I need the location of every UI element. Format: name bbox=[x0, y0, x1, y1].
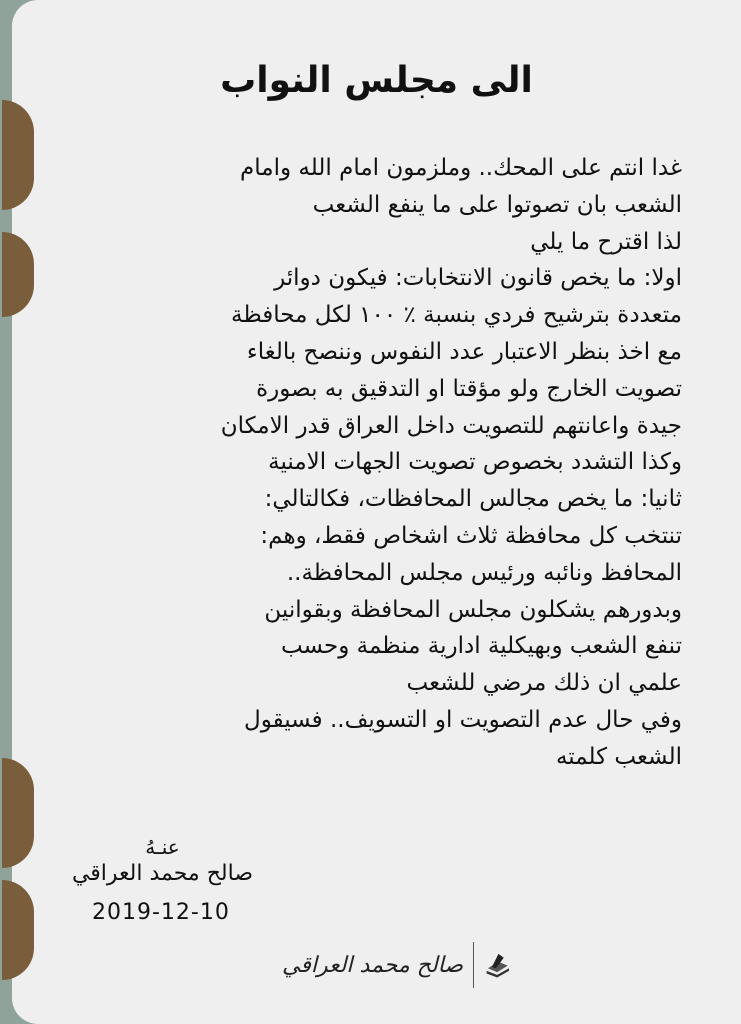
side-tab bbox=[2, 100, 34, 210]
side-tab bbox=[2, 232, 34, 317]
side-tab bbox=[2, 880, 34, 980]
body-line: الشعب بان تصوتوا على ما ينفع الشعب bbox=[312, 191, 682, 218]
body-line: وكذا التشدد بخصوص تصويت الجهات الامنية bbox=[268, 449, 682, 476]
logo-divider bbox=[473, 942, 474, 988]
document-title: الى مجلس النواب bbox=[220, 60, 533, 101]
side-tab bbox=[2, 758, 34, 868]
book-icon bbox=[484, 944, 512, 986]
body-line: تنتخب كل محافظة ثلاث اشخاص فقط، وهم: bbox=[260, 522, 682, 549]
body-line: جيدة واعانتهم للتصويت داخل العراق قدر الامكان bbox=[220, 412, 682, 439]
letter-body bbox=[122, 150, 682, 776]
document-date: 2019-12-10 bbox=[92, 900, 230, 925]
body-line: المحافظ ونائبه ورئيس مجلس المحافظة.. bbox=[286, 559, 682, 586]
body-line: تنفع الشعب وبهيكلية ادارية منظمة وحسب bbox=[280, 633, 682, 660]
body-line: تصويت الخارج ولو مؤقتا او التدقيق به بصورة bbox=[256, 375, 682, 402]
body-line: متعددة بترشيح فردي بنسبة ٪ ١٠٠ لكل محافظة bbox=[231, 302, 682, 329]
logo-calligraphy: صالح محمد العراقي bbox=[282, 952, 464, 978]
body-line: اولا: ما يخص قانون الانتخابات: فيكون دوائر bbox=[274, 265, 682, 292]
author-logo bbox=[282, 935, 512, 995]
body-line: ثانيا: ما يخص مجالس المحافظات، فكالتالي: bbox=[264, 486, 682, 513]
body-line: وفي حال عدم التصويت او التسويف.. فسيقول bbox=[243, 706, 682, 733]
body-line: وبدورهم يشكلون مجلس المحافظة وبقوانين bbox=[264, 596, 682, 623]
signature-block bbox=[72, 835, 253, 886]
body-line: الشعب كلمته bbox=[555, 743, 682, 770]
document-card bbox=[12, 0, 741, 1024]
body-line: مع اخذ بنظر الاعتبار عدد النفوس وننصح بالغاء bbox=[246, 338, 682, 365]
signature-prefix: عنـهُ bbox=[145, 835, 180, 859]
body-line: غدا انتم على المحك.. وملزمون امام الله وامام bbox=[240, 155, 682, 181]
body-line: لذا اقترح ما يلي bbox=[530, 228, 682, 255]
signature-name: صالح محمد العراقي bbox=[71, 861, 253, 886]
body-line: علمي ان ذلك مرضي للشعب bbox=[406, 670, 682, 697]
